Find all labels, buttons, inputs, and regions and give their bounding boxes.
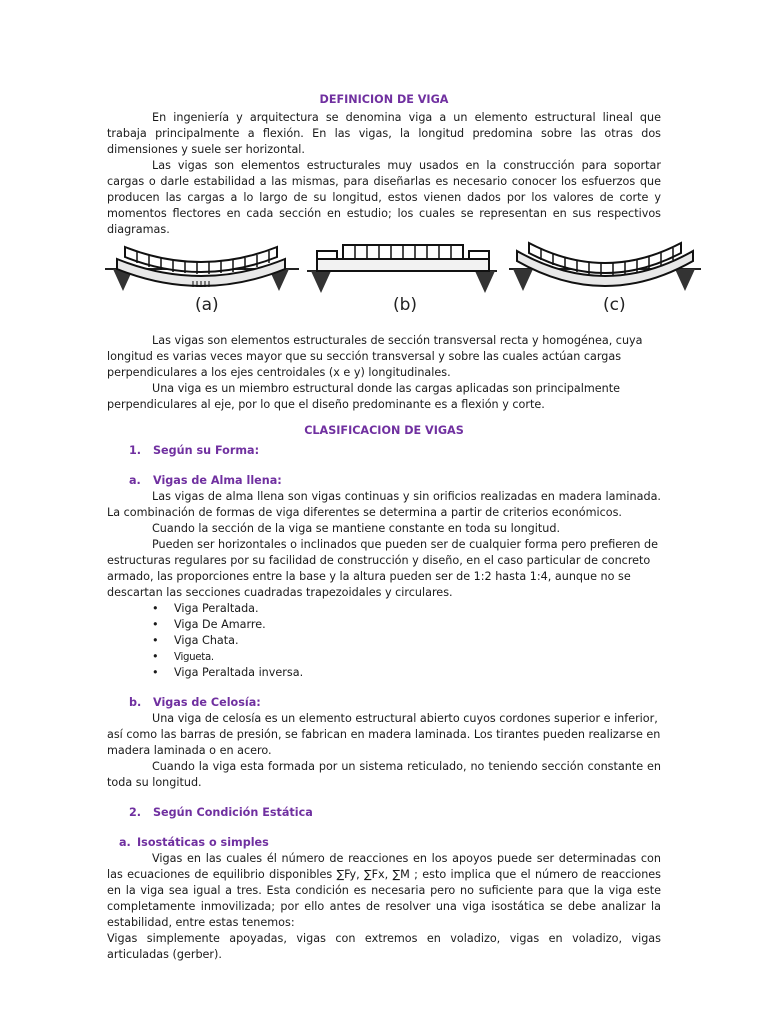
- heading-label: Vigas de Alma llena:: [153, 474, 282, 487]
- heading-label: Isostáticas o simples: [137, 836, 269, 849]
- heading-condicion-estatica: [107, 805, 661, 821]
- beam-c-illustration: [509, 243, 701, 291]
- heading-isostaticas: [107, 835, 661, 851]
- paragraph-usage: Las vigas son elementos estructurales muy usados en la construcción para soportar cargas o darle estabilidad a las mismas, para diseñarlas es necesario conocer los esfuerzos que producen las cargas a lo largo de su longitud, estos vienen dados por los valores de corte y momentos flectores en cada sección en estudio; los cuales se representan en sus respectivos diagramas.: [107, 159, 661, 236]
- heading-segun-forma: [107, 443, 661, 459]
- list-item: • Viga Peraltada inversa.: [152, 666, 304, 679]
- paragraph-alma-llena-1: Las vigas de alma llena son vigas continuas y sin orificios realizadas en madera laminada. La combinación de formas de viga diferentes se determina a partir de criterios económicos.: [107, 490, 661, 519]
- figure-label-c: (c): [603, 295, 626, 315]
- beam-a-illustration: [105, 247, 299, 291]
- list-item: • Viga Peraltada.: [152, 602, 259, 615]
- heading-number: 2.: [129, 806, 142, 819]
- heading-alma-llena: [107, 473, 661, 489]
- heading-letter: b.: [129, 696, 142, 709]
- document-body: [107, 92, 661, 963]
- heading-label: Según su Forma:: [153, 444, 260, 457]
- list-item: • Viga De Amarre.: [152, 618, 266, 631]
- list-item: • Viga Chata.: [152, 634, 239, 647]
- page-title: DEFINICION DE VIGA: [319, 93, 449, 106]
- paragraph-celosia-1: Una viga de celosía es un elemento estructural abierto cuyos cordones superior e inferior, así como las barras de presión, se fabrican en madera laminada. Los tirantes pueden realizarse en madera laminada o en acero.: [107, 712, 661, 757]
- paragraph-alma-llena-2: Cuando la sección de la viga se mantiene constante en toda su longitud.: [152, 522, 561, 535]
- beam-types-list: [107, 601, 661, 681]
- paragraph-alma-llena-3: Pueden ser horizontales o inclinados que pueden ser de cualquier forma pero prefieren de estructuras regulares por su facilidad de construcción y diseño, en el caso particular de concreto armado, las proporciones entre la base y la altura pueden ser de 1:2 hasta 1:4, aunque no se descartan las secciones cuadradas trapezoidales y circulares.: [107, 538, 658, 599]
- paragraph-definition: En ingeniería y arquitectura se denomina viga a un elemento estructural lineal que trabaja principalmente a flexión. En las vigas, la longitud predomina sobre las otras dos dimensiones y suele ser horizontal.: [107, 111, 661, 156]
- heading-label: Según Condición Estática: [153, 806, 313, 819]
- paragraph-section: Las vigas son elementos estructurales de sección transversal recta y homogénea, cuya longitud es varias veces mayor que su sección transversal y sobre las cuales actúan cargas perpendiculares a los ejes centroidales (x e y) longitudinales.: [107, 334, 643, 379]
- list-item: • Vigueta.: [152, 650, 214, 663]
- heading-letter: a.: [129, 474, 141, 487]
- paragraph-member: Una viga es un miembro estructural donde las cargas aplicadas son principalmente perpendiculares al eje, por lo que el diseño predominante es a flexión y corte.: [107, 382, 621, 411]
- figure-label-b: (b): [393, 295, 418, 315]
- section-title-classification: CLASIFICACION DE VIGAS: [304, 424, 464, 437]
- heading-letter: a.: [119, 836, 131, 849]
- heading-label: Vigas de Celosía:: [153, 696, 261, 709]
- paragraph-celosia-2: Cuando la viga esta formada por un sistema reticulado, no teniendo sección constante en toda su longitud.: [107, 760, 661, 789]
- paragraph-isostaticas-types: Vigas simplemente apoyadas, vigas con extremos en voladizo, vigas en voladizo, vigas articuladas (gerber).: [107, 932, 661, 961]
- beam-b-illustration: [307, 245, 497, 293]
- paragraph-isostaticas: Vigas en las cuales él número de reacciones en los apoyos puede ser determinadas con las ecuaciones de equilibrio disponibles ∑Fy, ∑Fx, ∑M ; esto implica que el número de reacciones en la viga sea igual a tres. Esta condición es necesaria pero no suficiente para que la viga este completamente inmovilizada; por ello antes de resolver una viga isostática se debe analizar la estabilidad, entre estas tenemos:: [107, 852, 661, 929]
- heading-number: 1.: [129, 444, 142, 457]
- beam-deflection-figure: [103, 241, 703, 327]
- figure-label-a: (a): [195, 295, 219, 315]
- heading-celosia: [107, 695, 661, 711]
